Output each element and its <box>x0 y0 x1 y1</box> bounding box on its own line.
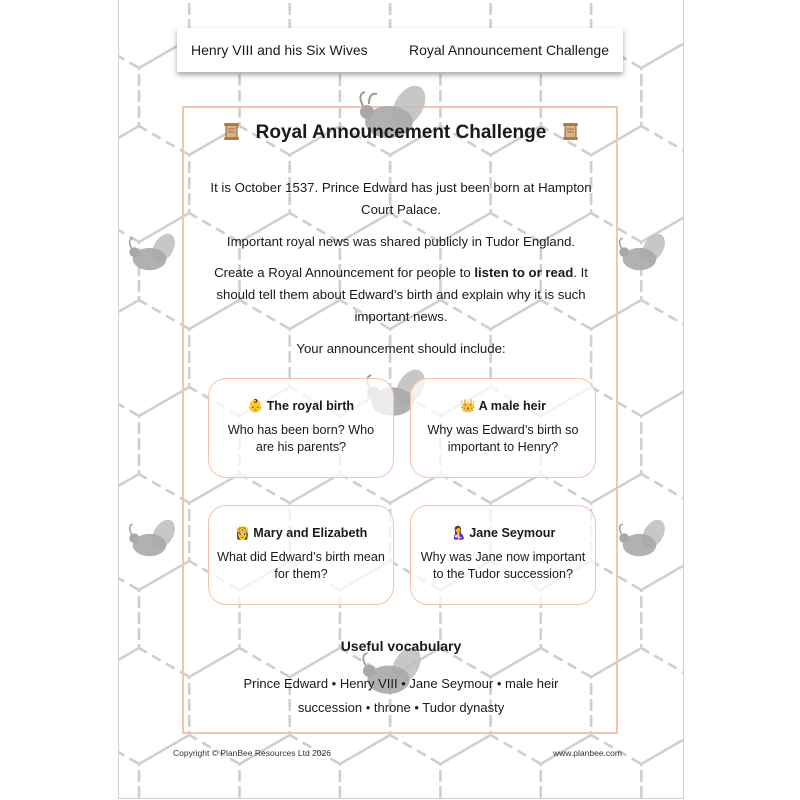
header-activity: Royal Announcement Challenge <box>408 42 609 58</box>
card-title: 👸 Mary and Elizabeth <box>234 526 368 540</box>
crown-icon: 👑 <box>459 399 476 413</box>
card-title: 👑 A male heir <box>459 399 547 413</box>
bee-icon <box>123 232 183 282</box>
intro-paragraph-news: Important royal news was shared publicly in Tudor England. <box>226 234 576 249</box>
vocabulary-line: succession • throne • Tudor dynasty <box>297 700 505 715</box>
hexagon-outline <box>119 387 139 503</box>
card-question: What did Edward’s birth mean for them? <box>217 550 385 581</box>
princess-icon: 👸 <box>234 526 251 540</box>
card-question: Why was Jane now important to the Tudor succession? <box>420 550 586 581</box>
mother-icon: 🤱 <box>450 526 467 540</box>
hexagon-outline <box>440 735 540 798</box>
vocabulary-line: Prince Edward • Henry VIII • Jane Seymour • male heir <box>243 676 559 691</box>
title-text: Royal Announcement Challenge <box>255 122 547 143</box>
intro-paragraph-task <box>199 262 603 328</box>
card-mary-elizabeth <box>208 505 394 605</box>
card-royal-birth <box>208 378 394 478</box>
card-jane-seymour <box>410 505 596 605</box>
vocabulary-title: Useful vocabulary <box>340 638 462 654</box>
scroll-icon <box>562 122 579 141</box>
scroll-icon <box>223 122 240 141</box>
worksheet-page <box>118 0 684 799</box>
hexagon-outline <box>119 300 189 416</box>
header-banner <box>177 28 623 72</box>
bee-icon <box>613 232 673 282</box>
card-title: 🤱 Jane Seymour <box>450 526 556 540</box>
card-question: Who has been born? Who are his parents? <box>227 423 375 454</box>
bee-icon <box>123 518 183 568</box>
hexagon-outline <box>139 735 240 798</box>
intro-paragraph-date: It is October 1537. Prince Edward has just been born at Hampton Court Palace. <box>210 180 592 217</box>
header-topic: Henry VIII and his Six Wives <box>191 42 368 58</box>
copyright-text: Copyright © PlanBee Resources Ltd 2026 <box>173 748 331 758</box>
page-title <box>119 122 683 144</box>
hexagon-outline <box>119 648 189 764</box>
task-text-bold: listen to or read <box>474 265 574 280</box>
vocabulary-list <box>209 672 593 720</box>
intro-paragraph-include: Your announcement should include: <box>296 341 506 356</box>
card-title: 👶 The royal birth <box>247 399 355 413</box>
baby-icon: 👶 <box>247 399 264 413</box>
hexagon-outline <box>119 735 139 798</box>
task-text-end: . It should tell them about Edward’s birth and explain why it is such important news. <box>216 265 588 324</box>
hexagon-outline <box>119 561 139 677</box>
hexagon-outline <box>340 735 441 798</box>
website-link[interactable]: www.planbee.com <box>553 748 622 758</box>
hexagon-outline <box>541 735 642 798</box>
card-question: Why was Edward’s birth so important to Henry? <box>427 423 579 454</box>
hexagon-outline <box>240 735 340 798</box>
task-text-start: Create a Royal Announcement for people to <box>214 265 475 280</box>
card-male-heir <box>410 378 596 478</box>
bee-icon <box>613 518 673 568</box>
